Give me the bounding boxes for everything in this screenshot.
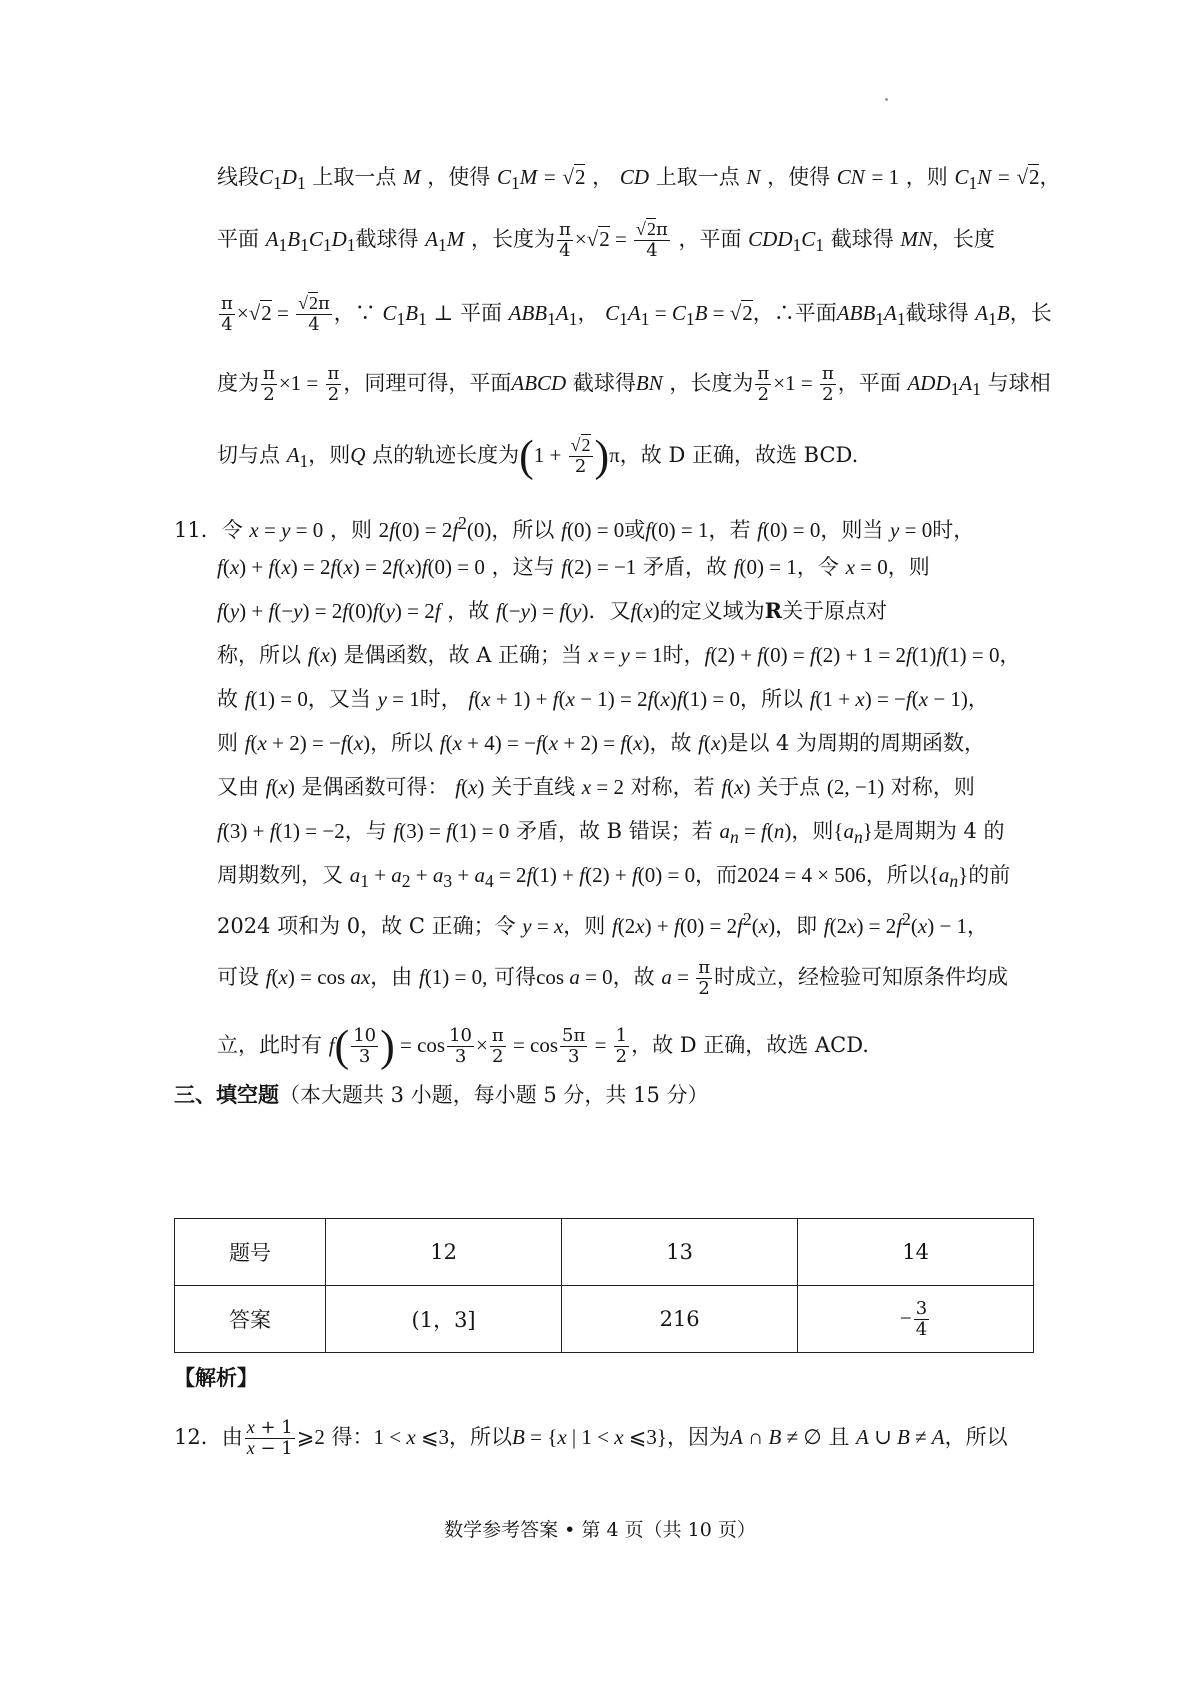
question-number-cell: 14 [798, 1219, 1034, 1286]
q11-line-8: f(3) + f(1) = −2，与 f(3) = f(1) = 0 矛盾，故 B 错误；若 $a_n = f(n)$，则$\{a_n\}$是周期为 4 的 [217, 819, 1005, 848]
page-footer: 数学参考答案 • 第 4 页（共 10 页） [444, 1519, 756, 1541]
section-3-heading: 三、填空题（本大题共 3 小题，每小题 5 分，共 15 分） [174, 1083, 709, 1107]
answer-label-cell: 答案 [175, 1286, 326, 1353]
q11-line-1: 11．令 x = y = 0 ，则 $2f(0) = 2f^2(0)$，所以 f(0) = 0或f(0) = 1，若 f(0) = 0，则当 y = 0时， [174, 513, 975, 542]
q10-line-3: $\frac{\pi}{4}$ ×√2 = $\frac{√2\pi}{4}$ ，∵ $C_1B_1$ ⊥ 平面 $ABB_1A_1$， $C_1A_1 = C_1B = √2$，∴平面$ABB_1A_1$截球得 $A_1B$，长 [221, 293, 1052, 335]
q11-line-3: f(y) + f(−y) = 2f(0)f(y) = 2f ，故 f(−y) = f(y)．又f(x)的定义域为R关于原点对 [217, 598, 888, 623]
table-row [175, 1219, 1034, 1286]
analysis-label: 【解析】 [174, 1366, 258, 1390]
q11-line-5: 故 f(1) = 0，又当 y = 1时， f(x + 1) + f(x − 1) = 2f(x)f(1) = 0，所以 f(1 + x) = −f(x − 1)， [217, 687, 989, 711]
q10-line-2: 平面 $A_1B_1C_1D_1$截球得 $A_1M$ ，长度为 $\frac{\pi}{4}$ ×√2 = $\frac{√2\pi}{4}$ ，平面 $CDD_1C_1$ 截球得 MN，长度 [217, 219, 995, 261]
answer-cell: (1，3] [326, 1286, 562, 1353]
q11-line-10: 2024 项和为 0，故 C 正确；令 y = x，则 $f(2x) + f(0) = 2f^2(x)$，即 $f(2x) = 2f^2(x) - 1$， [217, 909, 989, 938]
question-number-cell: 13 [562, 1219, 798, 1286]
scan-speck [885, 98, 888, 101]
header-label-cell: 题号 [175, 1219, 326, 1286]
q11-line-9: 周期数列，又 $a_1 + a_2 + a_3 + a_4 = 2f(1) + f(2) + f(0) = 0$，而2024 = 4 × 506，所以$\{a_n\}$的前 [217, 863, 1011, 892]
q11-line-2: f(x) + f(x) = 2f(x) = 2f(x)f(0) = 0 ，这与 f(2) = −1 矛盾，故 f(0) = 1，令 x = 0，则 [217, 555, 930, 579]
q10-line-1: 线段$C_1D_1$ 上取一点 M ，使得 $C_1M = √2$ ， CD 上取一点 N ，使得 CN = 1 ，则 $C_1N = √2$， [217, 165, 1061, 194]
answer-cell-fraction: − $\frac{3}{4}$ [798, 1286, 1034, 1353]
answer-cell: 216 [562, 1286, 798, 1353]
answer-table [174, 1218, 1034, 1353]
q11-line-4: 称，所以 f(x) 是偶函数，故 A 正确；当 x = y = 1时，f(2) + f(0) = f(2) + 1 = 2f(1)f(1) = 0， [217, 643, 1021, 667]
q10-line-5: 切与点 $A_1$，则Q 点的轨迹长度为(1 + $\frac{√2}{2}$ )π，故 D 正确，故选 BCD. [217, 431, 859, 481]
q11-line-11: 可设 f(x) = cos ax，由 f(1) = 0, 可得cos a = 0，故 a = $\frac{\pi}{2}$ 时成立，经检验可知原条件均成 [217, 957, 1009, 999]
table-row [175, 1286, 1034, 1353]
q11-line-7: 又由 f(x) 是偶函数可得： f(x) 关于直线 x = 2 对称，若 f(x) 关于点 (2, −1) 对称，则 [217, 775, 975, 799]
q11-line-12: 立，此时有 f( $\frac{10}{3}$ ) = cos $\frac{10}{3}$ × $\frac{\pi}{2}$ = cos $\frac{5\pi}{3}$ = $\frac{1}{2}$ ，故 D 正确，故选 ACD. [217, 1021, 869, 1071]
q10-line-4: 度为 $\frac{\pi}{2}$ ×1 = $\frac{\pi}{2}$ ，同理可得，平面ABCD 截球得BN ，长度为 $\frac{\pi}{2}$ ×1 = $\frac{\pi}{2}$ ，平面 $ADD_1A_1$ 与球相 [217, 363, 1051, 405]
q11-line-6: 则 f(x + 2) = −f(x)，所以 f(x + 4) = −f(x + 2) = f(x)，故 f(x)是以 4 为周期的周期函数， [217, 731, 986, 755]
question-number-cell: 12 [326, 1219, 562, 1286]
q12-line-1: 12．由 $\frac{x + 1}{x - 1}$ ⩾2 得：1 < x ⩽3，所以B = {x | 1 < x ⩽3}，因为A ∩ B ≠ ∅ 且 A ∪ B ≠ A，所以 [174, 1417, 1008, 1459]
